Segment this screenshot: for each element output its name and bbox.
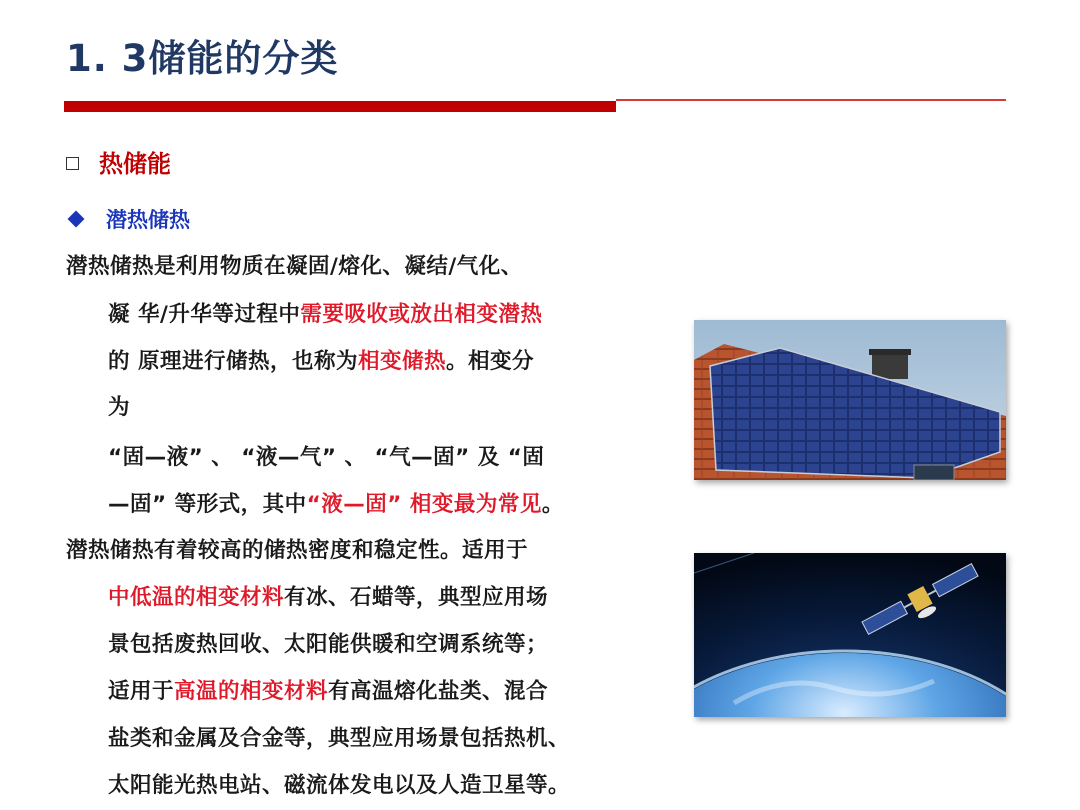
p2-line-4-text: 适用于 — [108, 679, 175, 704]
p1-line-2-text: 凝 华/升华等过程中 — [108, 302, 301, 327]
diamond-bullet-icon — [68, 211, 85, 228]
satellite-photo — [694, 553, 1006, 717]
p1-line-6-highlight: “液—固” 相变最为常见 — [306, 492, 542, 517]
p1-line-3-highlight: 相变储热 — [358, 349, 447, 374]
p2-line-4-tail: 有高温熔化盐类、混合 — [328, 679, 549, 704]
p2-line-5: 盐类和金属及合金等，典型应用场景包括热机、 — [108, 726, 571, 751]
subsection-heading-text: 潜热储热 — [106, 208, 190, 232]
p2-line-2 — [108, 580, 548, 611]
p1-line-2 — [108, 297, 542, 328]
slide-title: 1. 3储能的分类 — [66, 37, 339, 80]
square-bullet-icon — [66, 157, 79, 170]
section-heading — [66, 144, 171, 178]
p2-line-2-text: 有冰、石蜡等，典型应用场 — [284, 585, 549, 610]
p1-line-2-highlight: 需要吸收或放出相变潜热 — [300, 302, 543, 327]
p1-line-3-text: 的 原理进行储热，也称为 — [108, 349, 358, 374]
p1-line-6 — [108, 487, 564, 518]
p2-line-6: 太阳能光热电站、磁流体发电以及人造卫星等。 — [108, 773, 571, 798]
p2-line-1: 潜热储热有着较高的储热密度和稳定性。适用于 — [66, 538, 529, 563]
p1-line-3 — [108, 344, 534, 375]
p1-line-5: “固—液” 、 “液—气” 、 “气—固” 及 “固 — [108, 445, 545, 470]
p2-line-4 — [108, 674, 548, 705]
title-underline-thick — [64, 101, 616, 112]
subsection-heading — [68, 203, 190, 235]
title-underline-thin — [616, 99, 1006, 101]
section-heading-text: 热储能 — [99, 149, 171, 178]
p1-line-1: 潜热储热是利用物质在凝固/熔化、凝结/气化、 — [66, 254, 523, 279]
p1-line-6-tail: 。 — [541, 492, 564, 517]
p2-line-3: 景包括废热回收、太阳能供暖和空调系统等； — [108, 632, 549, 657]
p2-line-4-highlight: 高温的相变材料 — [174, 679, 329, 704]
p2-line-2-highlight: 中低温的相变材料 — [108, 585, 285, 610]
p1-line-6-text: —固” 等形式，其中 — [108, 492, 307, 517]
p1-line-4: 为 — [108, 395, 131, 420]
solar-roof-photo — [694, 320, 1006, 480]
p1-line-3-tail: 。相变分 — [446, 349, 535, 374]
